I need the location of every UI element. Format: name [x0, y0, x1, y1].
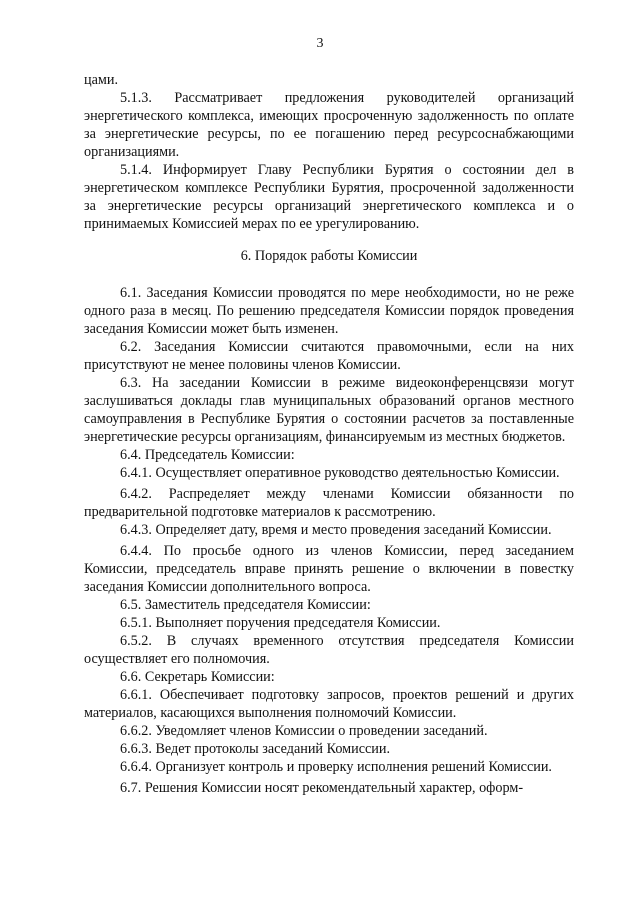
paragraph-6-6-4: 6.6.4. Организует контроль и проверку исполнения решений Комиссии.: [120, 759, 552, 775]
paragraph-6-5: 6.5. Заместитель председателя Комиссии:: [120, 597, 371, 613]
paragraph-continuation: цами.: [84, 72, 119, 88]
paragraph-6-4: 6.4. Председатель Комиссии:: [120, 447, 295, 463]
paragraph-6-5-2: 6.5.2. В случаях временного отсутствия председателя Комиссии осуществляет его полномочия.: [84, 633, 574, 667]
paragraph-6-4-2: 6.4.2. Распределяет между членами Комиссии обязанности по предварительной подготовке материалов к рассмотрению.: [84, 486, 574, 520]
paragraph-5-1-4: 5.1.4. Информирует Главу Республики Бурятия о состоянии дел в энергетическом комплексе Республики Бурятия, просроченной задолженности за энергетические ресурсы организаций энергетического комплекса и о принимаемых Комиссией мерах по ее урегулированию.: [84, 162, 574, 232]
paragraph-6-6-3: 6.6.3. Ведет протоколы заседаний Комиссии.: [120, 741, 391, 757]
paragraph-6-7: 6.7. Решения Комиссии носят рекомендательный характер, оформ-: [120, 780, 524, 796]
document-body: [84, 71, 574, 797]
paragraph-6-6-1: 6.6.1. Обеспечивает подготовку запросов, проектов решений и других материалов, касающихся выполнения полномочий Комиссии.: [84, 687, 574, 721]
paragraph-6-5-1: 6.5.1. Выполняет поручения председателя Комиссии.: [120, 615, 441, 631]
paragraph-6-4-3: 6.4.3. Определяет дату, время и место проведения заседаний Комиссии.: [120, 522, 552, 538]
section-heading-6: 6. Порядок работы Комиссии: [240, 248, 418, 264]
page-number: 3: [316, 36, 324, 51]
paragraph-6-1: 6.1. Заседания Комиссии проводятся по мере необходимости, но не реже одного раза в месяц. По решению председателя Комиссии порядок проведения заседания Комиссии может быть изменен.: [84, 285, 574, 337]
paragraph-6-4-1: 6.4.1. Осуществляет оперативное руководство деятельностью Комиссии.: [120, 465, 560, 481]
paragraph-6-4-4: 6.4.4. По просьбе одного из членов Комиссии, перед заседанием Комиссии, председатель вправе принять решение о включении в повестку заседания Комиссии дополнительного вопроса.: [84, 543, 574, 595]
paragraph-5-1-3: 5.1.3. Рассматривает предложения руководителей организаций энергетического комплекса, имеющих просроченную задолженность по оплате за энергетические ресурсы, по ее погашению перед ресурсоснабжающими организациями.: [84, 90, 574, 160]
paragraph-6-6-2: 6.6.2. Уведомляет членов Комиссии о проведении заседаний.: [120, 723, 488, 739]
paragraph-6-3: 6.3. На заседании Комиссии в режиме видеоконференцсвязи могут заслушиваться доклады глав муниципальных образований органов местного самоуправления в Республике Бурятия о состоянии расчетов за поставленные энергетические ресурсы организациям, финансируемым из местных бюджетов.: [84, 375, 574, 445]
paragraph-6-2: 6.2. Заседания Комиссии считаются правомочными, если на них присутствуют не менее половины членов Комиссии.: [84, 339, 574, 373]
paragraph-6-6: 6.6. Секретарь Комиссии:: [120, 669, 275, 685]
